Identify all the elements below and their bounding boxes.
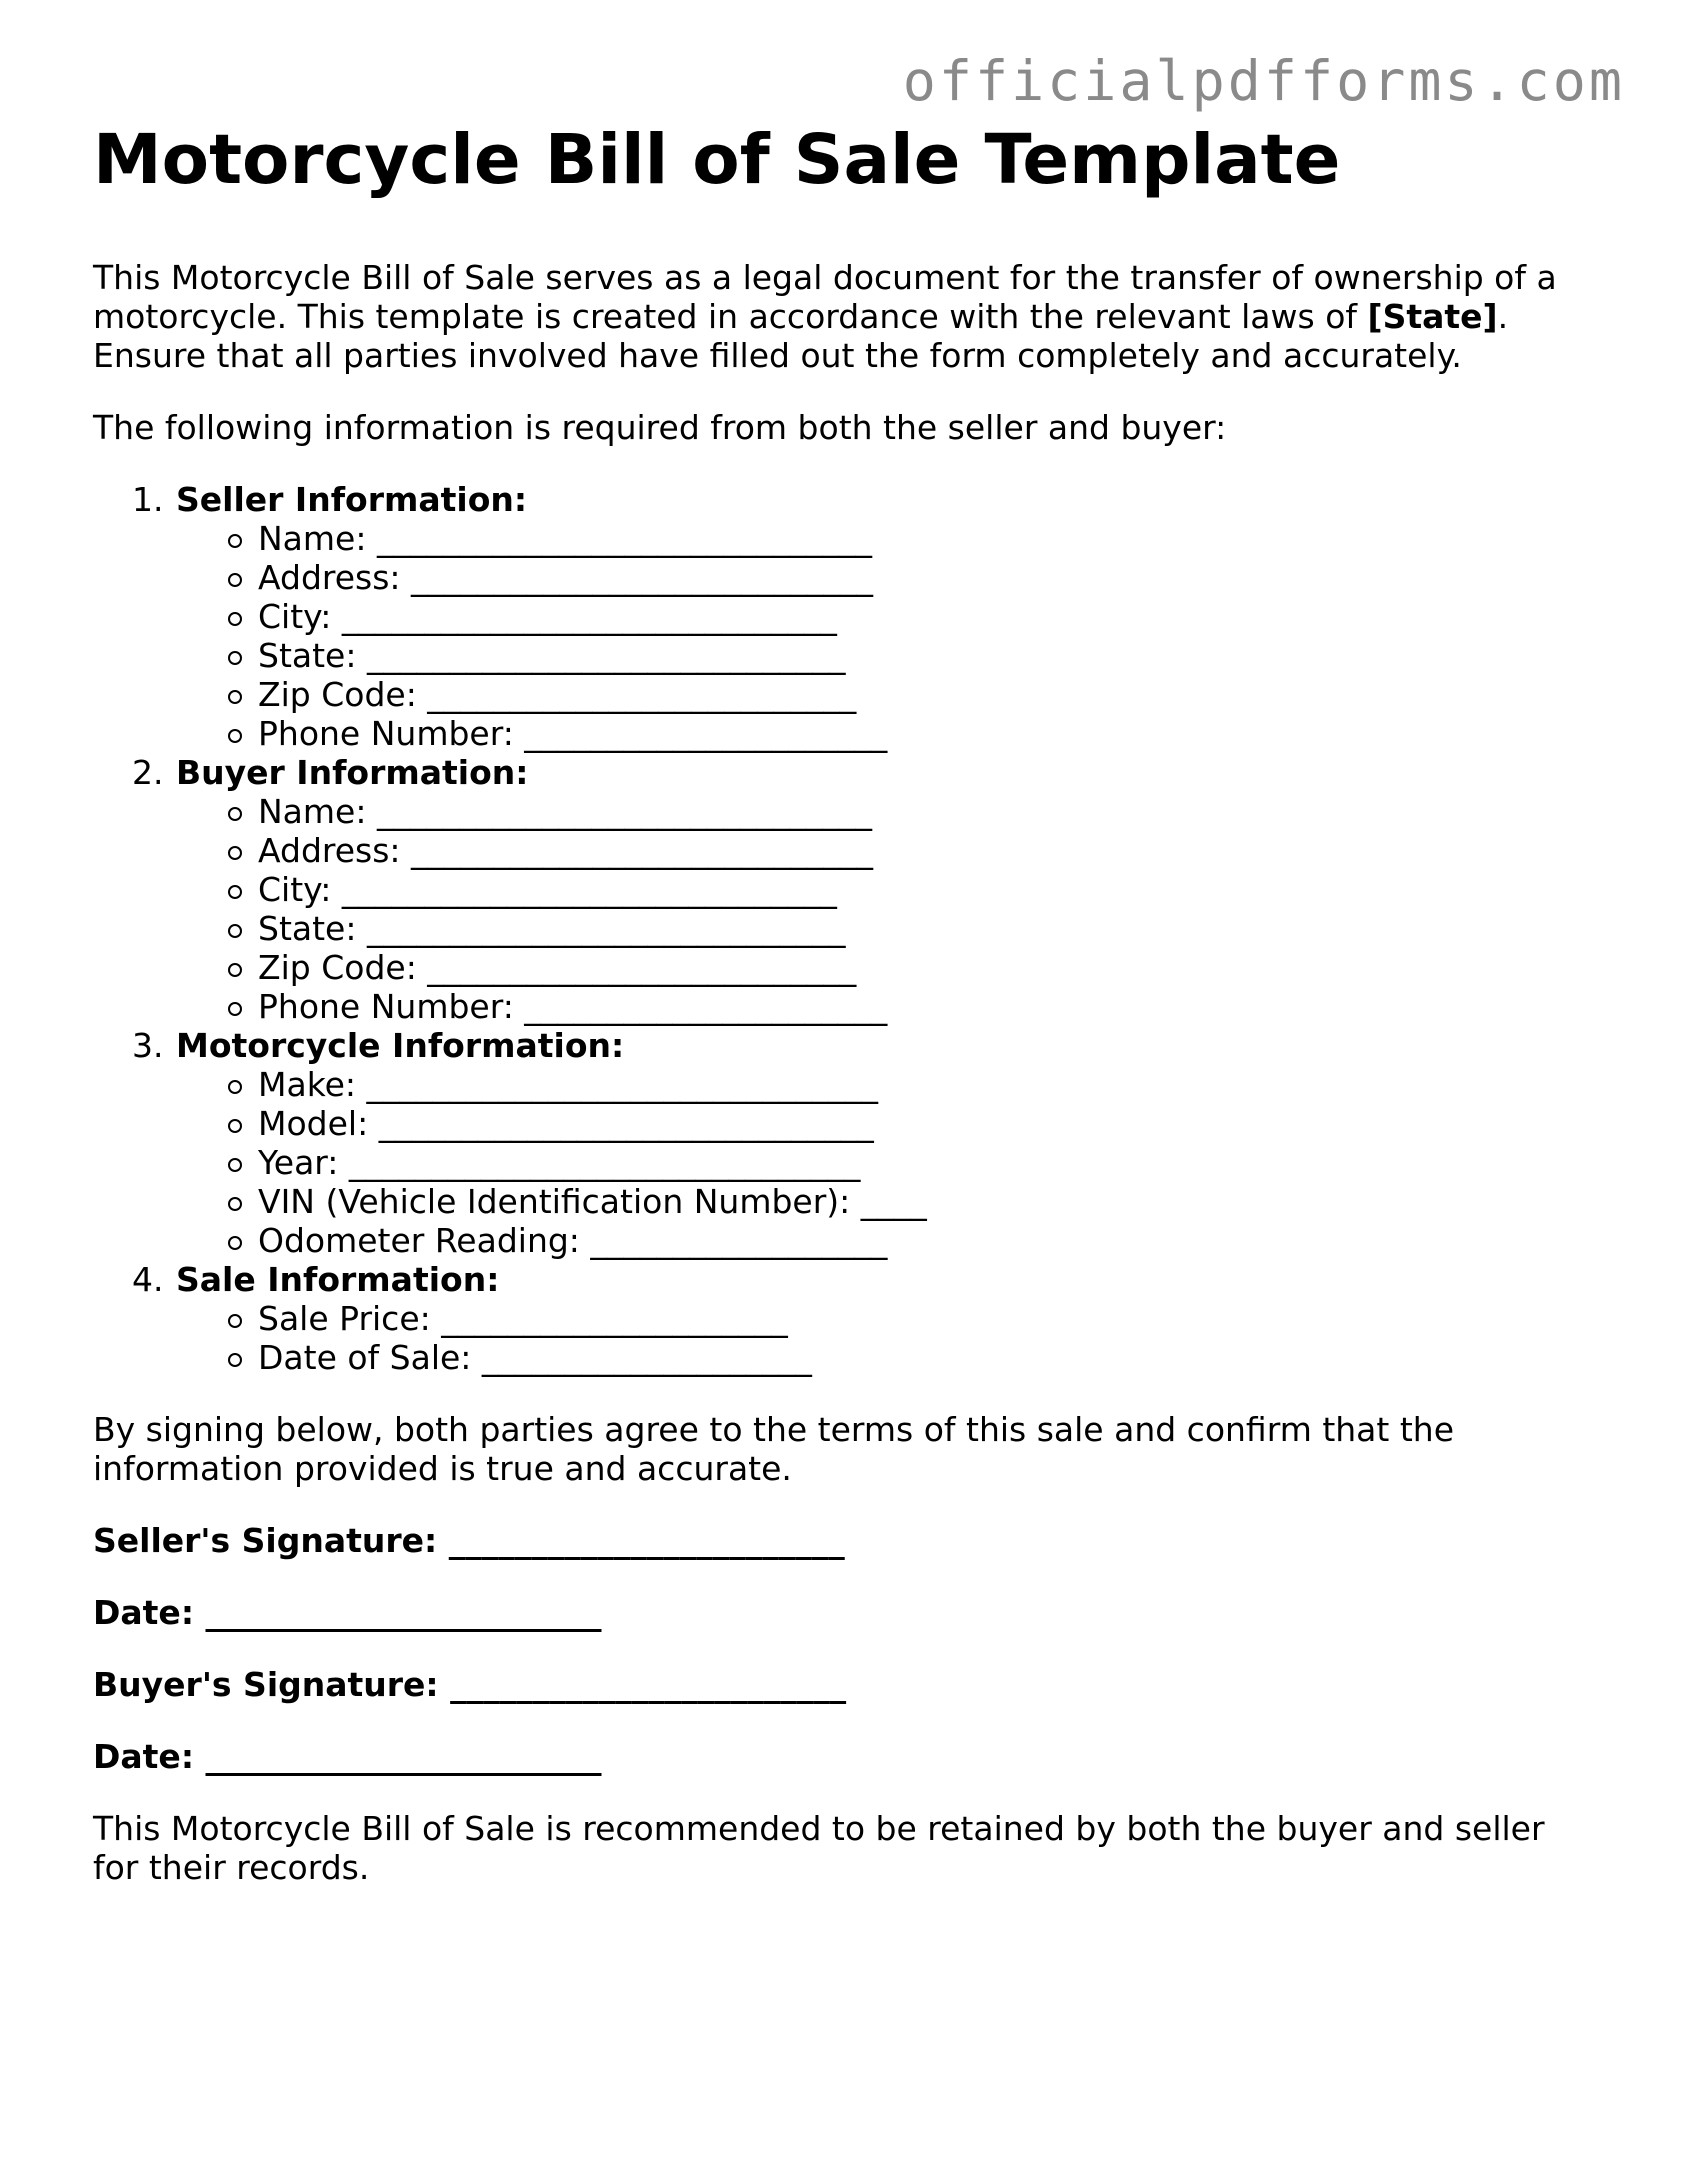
year-field[interactable]: Year: _______________________________ [258,1143,1593,1182]
state-placeholder: [State] [1367,297,1498,336]
sale-date-field[interactable]: Date of Sale: ____________________ [258,1338,1593,1377]
seller-name-field[interactable]: Name: ______________________________ [258,519,1593,558]
seller-phone-field[interactable]: Phone Number: ______________________ [258,714,1593,753]
sale-fields [176,1299,1593,1377]
buyer-date-line[interactable]: Date: ________________________ [93,1737,602,1776]
section-title: Motorcycle Information: [176,1026,625,1065]
section-title: Sale Information: [176,1260,500,1299]
section-motorcycle [174,1026,1593,1260]
buyer-city-field[interactable]: City: ______________________________ [258,870,1593,909]
buyer-name-field[interactable]: Name: ______________________________ [258,792,1593,831]
section-buyer [174,753,1593,1026]
buyer-signature-line[interactable]: Buyer's Signature: ________________________ [93,1665,847,1704]
seller-signature-line[interactable]: Seller's Signature: ________________________ [93,1521,845,1560]
seller-zip-field[interactable]: Zip Code: __________________________ [258,675,1593,714]
model-field[interactable]: Model: ______________________________ [258,1104,1593,1143]
seller-city-field[interactable]: City: ______________________________ [258,597,1593,636]
agreement-paragraph: By signing below, both parties agree to the terms of this sale and confirm that the information provided is true and accurate. [93,1410,1454,1488]
sections-list [93,480,1593,1377]
seller-date-line[interactable]: Date: ________________________ [93,1593,602,1632]
required-info-text: The following information is required from both the seller and buyer: [93,408,1227,447]
section-title: Seller Information: [176,480,528,519]
intro-paragraph [93,258,1593,375]
seller-state-field[interactable]: State: _____________________________ [258,636,1593,675]
buyer-address-field[interactable]: Address: ____________________________ [258,831,1593,870]
section-title: Buyer Information: [176,753,529,792]
section-sale [174,1260,1593,1377]
seller-address-field[interactable]: Address: ____________________________ [258,558,1593,597]
make-field[interactable]: Make: _______________________________ [258,1065,1593,1104]
closing-paragraph: This Motorcycle Bill of Sale is recommended to be retained by both the buyer and seller for their records. [93,1809,1545,1887]
page-title: Motorcycle Bill of Sale Template [93,120,1341,200]
motorcycle-fields [176,1065,1593,1260]
buyer-fields [176,792,1593,1026]
document-page [93,118,1593,1887]
buyer-state-field[interactable]: State: _____________________________ [258,909,1593,948]
vin-field[interactable]: VIN (Vehicle Identification Number): ____ [258,1182,1593,1221]
intro-text-end: . Ensure that all parties involved have filled out the form completely and accurately. [93,297,1509,375]
section-seller [174,480,1593,753]
buyer-phone-field[interactable]: Phone Number: ______________________ [258,987,1593,1026]
watermark-logo: officialpdfforms.com [902,49,1625,113]
buyer-zip-field[interactable]: Zip Code: __________________________ [258,948,1593,987]
odometer-field[interactable]: Odometer Reading: __________________ [258,1221,1593,1260]
intro-text-start: This Motorcycle Bill of Sale serves as a legal document for the transfer of ownership of a motorcycle. This template is created in accordance with the relevant laws of [93,258,1557,336]
sale-price-field[interactable]: Sale Price: _____________________ [258,1299,1593,1338]
seller-fields [176,519,1593,753]
